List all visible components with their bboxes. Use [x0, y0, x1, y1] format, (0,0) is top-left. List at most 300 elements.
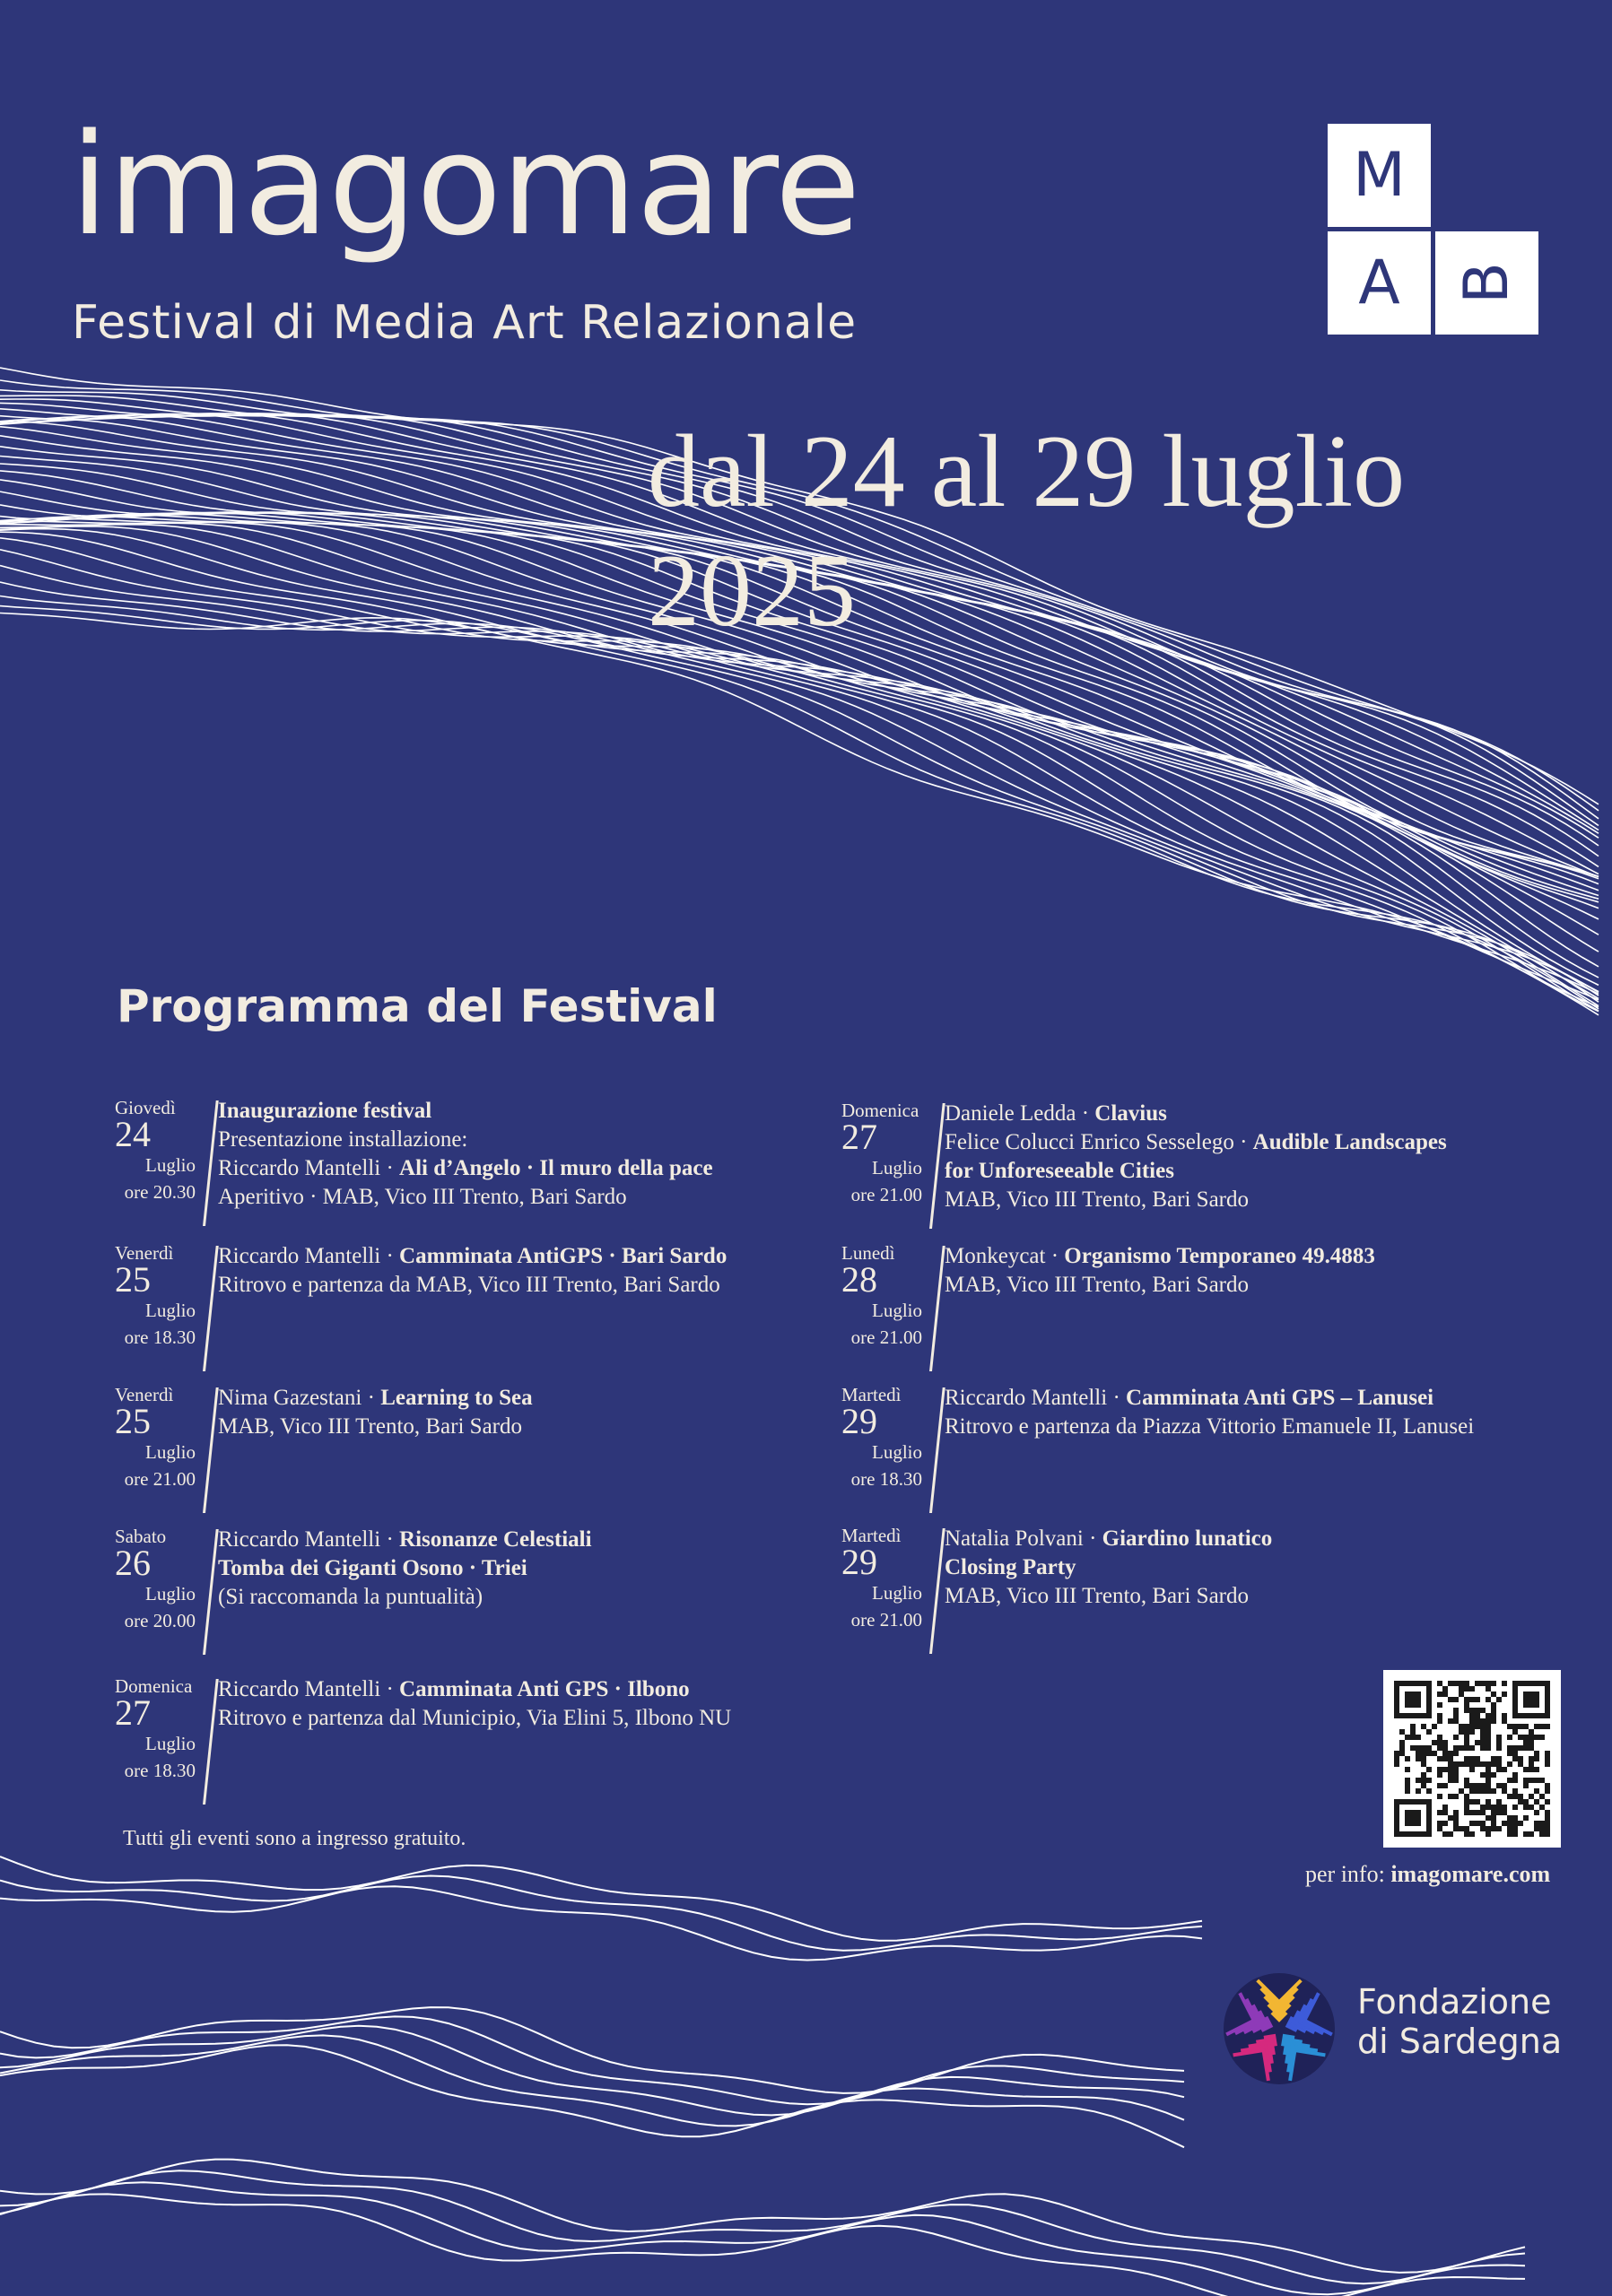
qr-module: [1518, 1821, 1523, 1826]
event-time: ore 20.30: [124, 1181, 196, 1203]
qr-module: [1534, 1767, 1539, 1772]
event-detail-text: Riccardo Mantelli ·: [218, 1527, 400, 1552]
qr-module: [1539, 1821, 1545, 1826]
qr-module: [1453, 1772, 1459, 1778]
event-detail-highlight: Learning to Sea: [380, 1386, 533, 1410]
qr-module: [1491, 1805, 1496, 1810]
event-details: [218, 1097, 713, 1212]
qr-module: [1448, 1778, 1453, 1783]
event-detail-text: Ritrovo e partenza dal Municipio, Via Elini 5, Ilbono NU: [218, 1706, 732, 1730]
qr-module: [1545, 1810, 1550, 1815]
qr-module: [1416, 1745, 1421, 1751]
qr-module: [1491, 1713, 1496, 1718]
event-day-number: 26: [115, 1543, 151, 1583]
event-month: Luglio: [872, 1582, 922, 1604]
event-detail-highlight: Camminata AntiGPS · Bari Sardo: [399, 1244, 728, 1268]
event-detail-text: Aperitivo · MAB, Vico III Trento, Bari Sardo: [218, 1185, 627, 1209]
qr-module: [1496, 1756, 1502, 1761]
qr-module: [1486, 1826, 1491, 1831]
event-detail-line: [945, 1186, 1447, 1214]
qr-module: [1410, 1735, 1416, 1740]
wave-line: [0, 2160, 1525, 2273]
event-day-number: 29: [841, 1542, 877, 1582]
qr-module: [1394, 1751, 1399, 1756]
event-details: [218, 1384, 533, 1441]
qr-module: [1437, 1681, 1442, 1686]
qr-module: [1534, 1788, 1539, 1794]
qr-module: [1486, 1788, 1491, 1794]
qr-module: [1453, 1761, 1459, 1767]
qr-module: [1523, 1767, 1529, 1772]
mab-logo-b: [1435, 231, 1538, 335]
qr-module: [1453, 1815, 1459, 1821]
qr-module: [1518, 1756, 1523, 1761]
event-time: ore 21.00: [124, 1468, 196, 1490]
qr-module: [1518, 1735, 1523, 1740]
qr-module: [1410, 1724, 1416, 1729]
wave-line: [0, 613, 1599, 1015]
qr-module: [1437, 1702, 1442, 1708]
qr-module: [1512, 1788, 1518, 1794]
qr-module: [1502, 1783, 1507, 1788]
qr-module: [1496, 1740, 1502, 1745]
qr-module: [1421, 1783, 1426, 1788]
qr-module: [1529, 1831, 1534, 1837]
event-day-number: 25: [115, 1401, 151, 1441]
event-detail-line: [218, 1704, 731, 1733]
qr-module: [1469, 1729, 1475, 1735]
qr-module: [1529, 1767, 1534, 1772]
qr-module: [1475, 1740, 1480, 1745]
qr-module: [1545, 1788, 1550, 1794]
wave-line: [0, 2194, 1525, 2296]
qr-module: [1469, 1821, 1475, 1826]
qr-module: [1475, 1810, 1480, 1815]
event-date: [841, 1242, 922, 1377]
qr-module: [1496, 1735, 1502, 1740]
event-detail-text: MAB, Vico III Trento, Bari Sardo: [945, 1273, 1250, 1297]
event-month: Luglio: [145, 1583, 196, 1605]
event-detail-text: Riccardo Mantelli ·: [945, 1386, 1127, 1410]
qr-module: [1496, 1697, 1502, 1702]
qr-module: [1534, 1735, 1539, 1740]
event-day-number: 27: [841, 1117, 877, 1157]
event-detail-text: Nima Gazestani ·: [218, 1386, 381, 1410]
qr-module: [1459, 1681, 1464, 1686]
qr-module: [1512, 1756, 1518, 1761]
qr-module: [1448, 1718, 1453, 1724]
qr-module: [1518, 1724, 1523, 1729]
qr-module: [1469, 1718, 1475, 1724]
qr-module: [1437, 1783, 1442, 1788]
qr-module: [1464, 1686, 1469, 1692]
event-detail-line: [218, 1554, 592, 1583]
qr-module: [1453, 1708, 1459, 1713]
qr-module: [1491, 1681, 1496, 1686]
qr-module: [1480, 1708, 1486, 1713]
qr-module: [1459, 1729, 1464, 1735]
qr-module: [1469, 1724, 1475, 1729]
qr-module: [1432, 1724, 1437, 1729]
qr-module: [1534, 1778, 1539, 1783]
qr-module: [1475, 1821, 1480, 1826]
event-weekday: Venerdì: [115, 1384, 174, 1405]
qr-module: [1480, 1788, 1486, 1794]
event-detail-text: Presentazione installazione:: [218, 1127, 468, 1152]
qr-module: [1464, 1761, 1469, 1767]
qr-module: [1523, 1735, 1529, 1740]
event-detail-text: Riccardo Mantelli ·: [218, 1677, 400, 1701]
qr-module: [1459, 1826, 1464, 1831]
qr-module: [1491, 1708, 1496, 1713]
qr-module: [1437, 1794, 1442, 1799]
qr-module: [1529, 1745, 1534, 1751]
qr-module: [1523, 1692, 1539, 1708]
event-weekday: Venerdì: [115, 1242, 174, 1264]
qr-module: [1469, 1810, 1475, 1815]
qr-module: [1448, 1761, 1453, 1767]
qr-module: [1453, 1826, 1459, 1831]
qr-module: [1426, 1767, 1432, 1772]
qr-module: [1405, 1778, 1410, 1783]
qr-module: [1453, 1794, 1459, 1799]
qr-module: [1512, 1826, 1518, 1831]
event-detail-text: Daniele Ledda ·: [945, 1101, 1095, 1126]
qr-module: [1491, 1815, 1496, 1821]
qr-module: [1453, 1810, 1459, 1815]
qr-module: [1486, 1697, 1491, 1702]
qr-module: [1475, 1713, 1480, 1718]
event-detail-line: [218, 1526, 592, 1554]
qr-module: [1421, 1761, 1426, 1767]
qr-module: [1534, 1756, 1539, 1761]
event-weekday: Domenica: [841, 1100, 919, 1121]
qr-module: [1480, 1772, 1486, 1778]
qr-module: [1437, 1772, 1442, 1778]
event-details: [945, 1242, 1375, 1300]
qr-module: [1448, 1751, 1453, 1756]
qr-module: [1453, 1735, 1459, 1740]
qr-module: [1469, 1713, 1475, 1718]
qr-module: [1507, 1826, 1512, 1831]
event-detail-line: [218, 1242, 727, 1271]
event-time: ore 21.00: [850, 1609, 922, 1631]
qr-module: [1464, 1745, 1469, 1751]
event-detail-line: [218, 1154, 713, 1183]
event-time: ore 18.30: [850, 1468, 922, 1490]
qr-module: [1512, 1831, 1518, 1837]
wave-line: [0, 1857, 1202, 1941]
event-date: [115, 1242, 196, 1377]
qr-module: [1464, 1799, 1469, 1805]
qr-module: [1480, 1724, 1486, 1729]
qr-module: [1469, 1783, 1475, 1788]
event-month: Luglio: [145, 1300, 196, 1321]
qr-module: [1512, 1805, 1518, 1810]
qr-module: [1507, 1761, 1512, 1767]
event-detail-highlight: Ali d’Angelo · Il muro della pace: [399, 1156, 713, 1180]
qr-module: [1518, 1761, 1523, 1767]
qr-module: [1437, 1810, 1442, 1815]
event-detail-text: Riccardo Mantelli ·: [218, 1244, 400, 1268]
qr-module: [1539, 1735, 1545, 1740]
wave-line: [0, 2170, 1525, 2283]
qr-module: [1534, 1821, 1539, 1826]
qr-module: [1539, 1794, 1545, 1799]
wave-lines-bottom: [0, 1830, 1612, 2296]
qr-module: [1507, 1735, 1512, 1740]
event-detail-text: Monkeycat ·: [945, 1244, 1065, 1268]
qr-module: [1416, 1788, 1421, 1794]
qr-module: [1448, 1772, 1453, 1778]
qr-module: [1442, 1767, 1448, 1772]
qr-module: [1512, 1794, 1518, 1799]
qr-module: [1421, 1778, 1426, 1783]
qr-module: [1523, 1724, 1529, 1729]
qr-module: [1507, 1794, 1512, 1799]
qr-module: [1453, 1821, 1459, 1826]
festival-subtitle: Festival di Media Art Relazionale: [72, 296, 858, 350]
event-date: [115, 1384, 196, 1518]
qr-module: [1512, 1772, 1518, 1778]
qr-module: [1453, 1681, 1459, 1686]
event-detail-line: [218, 1384, 533, 1413]
qr-module: [1421, 1756, 1426, 1761]
event-detail-text: MAB, Vico III Trento, Bari Sardo: [945, 1187, 1250, 1212]
sponsor-name: [1357, 1982, 1562, 2061]
qr-module: [1486, 1767, 1491, 1772]
qr-module: [1491, 1826, 1496, 1831]
qr-module: [1518, 1794, 1523, 1799]
qr-module: [1534, 1826, 1539, 1831]
event-divider: [203, 1246, 219, 1371]
qr-module: [1405, 1767, 1410, 1772]
qr-module: [1523, 1783, 1529, 1788]
qr-module: [1426, 1729, 1432, 1735]
event-detail-highlight: Giardino lunatico: [1102, 1526, 1273, 1551]
qr-module: [1491, 1821, 1496, 1826]
qr-module: [1502, 1810, 1507, 1815]
qr-module: [1442, 1745, 1448, 1751]
qr-module: [1545, 1756, 1550, 1761]
qr-module: [1496, 1783, 1502, 1788]
qr-module: [1512, 1724, 1518, 1729]
qr-module: [1464, 1724, 1469, 1729]
qr-module: [1529, 1778, 1534, 1783]
qr-module: [1437, 1756, 1442, 1761]
qr-module: [1545, 1761, 1550, 1767]
qr-module: [1475, 1783, 1480, 1788]
qr-module: [1545, 1821, 1550, 1826]
qr-module: [1448, 1767, 1453, 1772]
event-detail-highlight: Camminata Anti GPS – Lanusei: [1126, 1386, 1434, 1410]
event-details: [945, 1100, 1447, 1214]
qr-module: [1469, 1761, 1475, 1767]
qr-module: [1539, 1805, 1545, 1810]
qr-module: [1502, 1692, 1507, 1697]
qr-module: [1529, 1729, 1534, 1735]
qr-module: [1491, 1756, 1496, 1761]
qr-module: [1469, 1756, 1475, 1761]
qr-module: [1464, 1756, 1469, 1761]
event-detail-highlight: Camminata Anti GPS · Ilbono: [399, 1677, 690, 1701]
qr-module: [1523, 1745, 1529, 1751]
event-month: Luglio: [145, 1154, 196, 1176]
qr-module: [1480, 1740, 1486, 1745]
qr-module: [1416, 1756, 1421, 1761]
qr-module: [1464, 1697, 1469, 1702]
event-weekday: Martedì: [841, 1384, 902, 1405]
qr-module: [1539, 1831, 1545, 1837]
qr-module: [1453, 1718, 1459, 1724]
qr-module: [1491, 1810, 1496, 1815]
qr-module: [1437, 1821, 1442, 1826]
qr-module: [1464, 1778, 1469, 1783]
qr-module: [1486, 1718, 1491, 1724]
qr-module: [1523, 1831, 1529, 1837]
qr-module: [1529, 1794, 1534, 1799]
qr-module: [1518, 1745, 1523, 1751]
qr-module: [1448, 1681, 1453, 1686]
event-detail-line: [218, 1271, 727, 1300]
qr-module: [1437, 1718, 1442, 1724]
qr-module: [1480, 1810, 1486, 1815]
event-time: ore 18.30: [124, 1760, 196, 1781]
qr-module: [1437, 1745, 1442, 1751]
qr-module: [1539, 1826, 1545, 1831]
event-date: [841, 1100, 922, 1234]
qr-module: [1464, 1783, 1469, 1788]
qr-module: [1529, 1740, 1534, 1745]
qr-module: [1475, 1724, 1480, 1729]
qr-module: [1394, 1761, 1399, 1767]
qr-module: [1512, 1821, 1518, 1826]
event-details: [218, 1242, 727, 1300]
event-divider: [203, 1529, 219, 1655]
qr-module: [1496, 1826, 1502, 1831]
event-detail-highlight: Clavius: [1094, 1101, 1167, 1126]
event-weekday: Sabato: [115, 1526, 167, 1547]
event-detail-highlight: for Unforeseeable Cities: [945, 1159, 1174, 1183]
qr-module: [1512, 1745, 1518, 1751]
qr-module: [1405, 1756, 1410, 1761]
info-website-link[interactable]: imagomare.com: [1390, 1861, 1551, 1887]
event-detail-text: Ritrovo e partenza da MAB, Vico III Trento, Bari Sardo: [218, 1273, 720, 1297]
qr-module: [1416, 1778, 1421, 1783]
qr-module: [1486, 1805, 1491, 1810]
qr-module: [1486, 1735, 1491, 1740]
qr-module: [1491, 1761, 1496, 1767]
event-detail-highlight: Closing Party: [945, 1555, 1076, 1579]
qr-module: [1448, 1831, 1453, 1837]
qr-module: [1502, 1788, 1507, 1794]
wave-line: [0, 596, 1599, 1003]
qr-module: [1469, 1745, 1475, 1751]
qr-module: [1442, 1810, 1448, 1815]
qr-module: [1410, 1729, 1416, 1735]
qr-module: [1486, 1686, 1491, 1692]
qr-module: [1486, 1799, 1491, 1805]
qr-module: [1502, 1681, 1507, 1686]
qr-module: [1523, 1740, 1529, 1745]
sponsor-name-line2: di Sardegna: [1357, 2022, 1563, 2061]
qr-module: [1399, 1740, 1405, 1745]
qr-module: [1491, 1718, 1496, 1724]
free-entry-note: Tutti gli eventi sono a ingresso gratuito.: [123, 1827, 466, 1850]
qr-module: [1529, 1756, 1534, 1761]
qr-module: [1496, 1761, 1502, 1767]
event-detail-text: Ritrovo e partenza da Piazza Vittorio Emanuele II, Lanusei: [945, 1414, 1475, 1439]
qr-module: [1529, 1735, 1534, 1740]
qr-module: [1421, 1724, 1426, 1729]
qr-code[interactable]: [1383, 1670, 1561, 1848]
event-detail-highlight: Organismo Temporaneo 49.4883: [1064, 1244, 1375, 1268]
qr-module: [1464, 1735, 1469, 1740]
qr-module: [1491, 1692, 1496, 1697]
event-detail-line: [945, 1525, 1272, 1553]
sponsor-name-line1: Fondazione: [1357, 1982, 1552, 2022]
qr-module: [1442, 1831, 1448, 1837]
event-month: Luglio: [872, 1441, 922, 1463]
qr-module: [1491, 1788, 1496, 1794]
qr-module: [1480, 1821, 1486, 1826]
qr-module: [1426, 1751, 1432, 1756]
qr-module: [1545, 1783, 1550, 1788]
qr-module: [1475, 1708, 1480, 1713]
qr-module: [1486, 1783, 1491, 1788]
qr-module: [1523, 1805, 1529, 1810]
event-month: Luglio: [145, 1441, 196, 1463]
qr-module: [1507, 1724, 1512, 1729]
event-detail-text: Riccardo Mantelli ·: [218, 1156, 400, 1180]
qr-module: [1426, 1745, 1432, 1751]
event-divider: [203, 1100, 219, 1226]
qr-module: [1545, 1799, 1550, 1805]
qr-module: [1464, 1702, 1469, 1708]
qr-module: [1486, 1745, 1491, 1751]
qr-module: [1491, 1702, 1496, 1708]
qr-module: [1475, 1799, 1480, 1805]
event-day-number: 25: [115, 1259, 151, 1300]
event-detail-highlight: Tomba dei Giganti Osono · Triei: [218, 1556, 527, 1580]
qr-module: [1486, 1831, 1491, 1837]
qr-module: [1464, 1740, 1469, 1745]
fondazione-sardegna-logo: [1222, 1971, 1337, 2086]
event-detail-line: [945, 1128, 1447, 1157]
event-detail-text: Natalia Polvani ·: [945, 1526, 1102, 1551]
event-day-number: 29: [841, 1401, 877, 1441]
qr-module: [1469, 1767, 1475, 1772]
qr-module: [1464, 1681, 1469, 1686]
qr-module: [1507, 1815, 1512, 1821]
qr-module: [1459, 1692, 1464, 1697]
qr-module: [1448, 1697, 1453, 1702]
event-month: Luglio: [872, 1157, 922, 1178]
qr-module: [1545, 1831, 1550, 1837]
qr-module: [1507, 1751, 1512, 1756]
qr-module: [1405, 1735, 1410, 1740]
qr-module: [1502, 1713, 1507, 1718]
qr-module: [1486, 1778, 1491, 1783]
qr-module: [1502, 1718, 1507, 1724]
event-divider: [929, 1387, 945, 1513]
qr-module: [1442, 1751, 1448, 1756]
qr-module: [1496, 1799, 1502, 1805]
qr-module: [1480, 1729, 1486, 1735]
qr-module: [1405, 1788, 1410, 1794]
qr-module: [1512, 1729, 1518, 1735]
qr-module: [1539, 1778, 1545, 1783]
